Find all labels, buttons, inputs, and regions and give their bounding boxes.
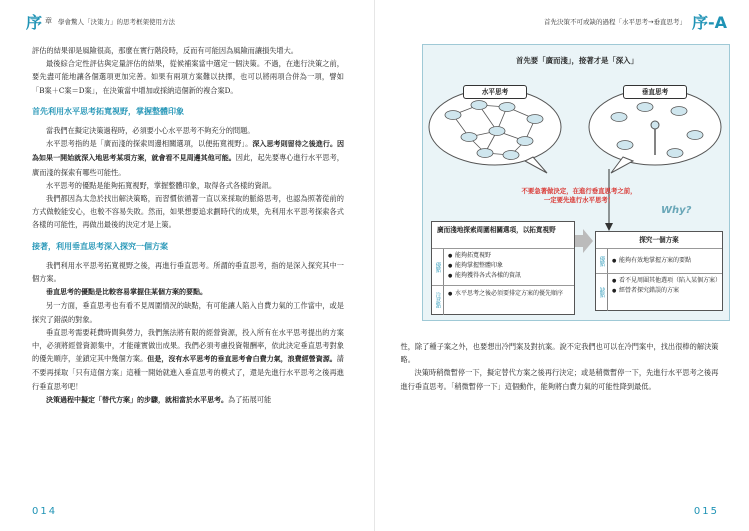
- paragraph: 決策時稍微暫停一下，擬定替代方案之後再行決定；或是稍微暫停一下，先進行水平思考之後再進行垂直思考。「稍微暫停一下」這個動作，能夠將白費力氣的可能性降到最低。: [400, 368, 719, 391]
- divider: [596, 248, 722, 249]
- paragraph: 當我們在擬定決策過程時，必須要小心水平思考不夠充分的問題。: [46, 126, 255, 136]
- paragraph: 水平思考的優點是能夠拓寬視野，掌握整體印象，取得各式各樣的資訊。: [46, 180, 277, 190]
- paragraph: [32, 326, 344, 393]
- paragraph: [32, 137, 344, 179]
- section-heading: 首先利用水平思考拓寬視野，掌握整體印象: [32, 106, 184, 116]
- right-body-text: [401, 340, 719, 393]
- chapter-glyph: 序-A: [691, 12, 727, 32]
- paragraph: 性，除了種子案之外，也要想出冷門案及對抗案。說不定我們也可以在冷門案中，找出很棒的解決策略。: [400, 342, 719, 365]
- caution-list: [448, 289, 568, 299]
- bold-run: 垂直思考的優點是比較容易掌握住某個方案的要點。: [46, 288, 207, 297]
- merit-list: [612, 256, 722, 266]
- vertical-thinking-box: [595, 231, 723, 311]
- text-run: 為了拓展可能: [228, 394, 272, 404]
- text-run: 請不要再採取「只有這個方案」這種一開始就進入垂直思考的模式了，還是先進行水平思考之後再進行垂直思考吧！: [32, 354, 344, 391]
- right-bubble-tail: [611, 157, 633, 173]
- left-body-text: [32, 44, 344, 407]
- demerit-list: [612, 276, 720, 296]
- right-header: [544, 10, 727, 32]
- horizontal-thinking-label: 水平思考: [463, 85, 527, 99]
- paragraph: [32, 285, 344, 299]
- page-number: 015: [693, 506, 719, 517]
- chapter-word: 章: [45, 17, 53, 25]
- focus-node: [651, 121, 659, 129]
- merit-list: [448, 251, 574, 281]
- box-heading: 廣而淺地探索周圍相關選項，以拓寬視野: [437, 226, 556, 234]
- bold-run: 決策過程中擬定「替代方案」的步驟，就相當於水平思考。: [46, 395, 228, 404]
- merit-tag: 優點: [596, 249, 608, 273]
- divider: [596, 273, 722, 274]
- paragraph: 我們都因為太急於找出解決策略，而習慣依循著一直以來採取的脈絡思考，也認為照著從前的方式做較能安心，也較不容易失敗。然而，如果想要追求劃時代的成果，先利用水平思考探索各式各樣的可能性，再做出最後的決定才是上策。: [32, 194, 344, 230]
- horizontal-thinking-box: [431, 221, 575, 315]
- text-run: 因此，起先要專心進行水平思考，廣而淺的探索有哪些可能性。: [32, 153, 344, 177]
- merit-tag: 優點: [432, 249, 444, 285]
- paragraph: 評估的結果卻是風險很高，那麼在實行階段時，反而有可能因為風險而讓損失增大。: [32, 46, 298, 55]
- diagram-title: 首先要「廣而淺」，接著才是「深入」: [516, 56, 638, 65]
- bold-run: 深入思考則留待之後進行。因為如果一開始就深入地思考某項方案，就會看不見周邊其他可能。: [32, 140, 345, 163]
- caution-tag: 注意點: [432, 286, 444, 315]
- paragraph: 我們利用水平思考拓寬視野之後，再進行垂直思考。所謂的垂直思考，指的是深入探究其中一個方案。: [32, 260, 344, 284]
- vertical-thinking-label: 垂直思考: [623, 85, 687, 99]
- list-item: ● 經營者探究錯誤的方案: [612, 286, 720, 296]
- list-item: ● 能夠拓寬視野: [448, 251, 574, 261]
- list-item: ● 能夠掌握整體印象: [448, 261, 574, 271]
- running-title: 學會驚人「決策力」的思考框架使用方法: [58, 17, 176, 26]
- list-item: ● 水平思考之後必須要排定方案的優先順序: [448, 289, 568, 299]
- transition-arrow: [575, 229, 593, 253]
- divider: [432, 285, 574, 286]
- chapter-glyph: 序: [26, 12, 43, 32]
- warning-line: 不要急著做決定，在進行垂直思考之前，: [521, 187, 637, 195]
- down-arrow-head: [605, 223, 613, 231]
- list-item: ● 能夠有效地掌握方案的要點: [612, 256, 722, 266]
- why-label: Why?: [661, 205, 692, 216]
- box-heading: 探究一個方案: [639, 236, 679, 244]
- section-heading: 接著，利用垂直思考深入探究一個方案: [32, 241, 168, 251]
- left-bubble-tail: [525, 157, 547, 173]
- bold-run: 但是，沒有水平思考的垂直思考會白費力氣，浪費經營資源。: [147, 355, 337, 364]
- page-number: 014: [32, 506, 58, 517]
- text-run: 垂直思考需要耗費時間與勞力，我們無法將有限的經營資源，投入所有在水平思考提出的方案中，必須將經營資源集中，才能確實做出成果。我們必須考慮投資報酬率，依此決定垂直思考對象的優先順序，並鎖定其中幾個方案。: [32, 327, 344, 364]
- list-item: ● 看不見周圍其他選項（陷入某個方案）: [612, 276, 720, 286]
- paragraph: [32, 393, 344, 407]
- running-title: 首先決策不可或缺的過程「水平思考→垂直思考」: [544, 17, 686, 26]
- divider: [432, 248, 574, 249]
- demerit-tag: 缺點: [596, 274, 608, 311]
- thinking-diagram: [422, 44, 730, 321]
- warning-note: [499, 187, 659, 205]
- paragraph: 另一方面，垂直思考也有看不見周圍情況的缺點，有可能讓人陷入自費力氣的工作當中，或是探究了錯誤的對象。: [32, 301, 344, 324]
- warning-line: 一定要先進行水平思考！: [543, 196, 615, 204]
- list-item: ● 能夠獲得各式各樣的資訊: [448, 271, 574, 281]
- left-header: [26, 10, 175, 32]
- paragraph: 最後綜合定性評估與定量評估的結果，從候補案當中選定一個決策。不過，在進行決策之前，要先盡可能地讓各個選項更加完善。如果有兩項方案難以抉擇，也可以將兩項合併為一項，譬如「B案＋C案＝D案」，在決策當中增加或採納這個新的複合案D。: [32, 59, 344, 95]
- text-run: 水平思考指的是「廣而淺的探索周邊相關選項，以便拓寬視野」。: [46, 139, 253, 149]
